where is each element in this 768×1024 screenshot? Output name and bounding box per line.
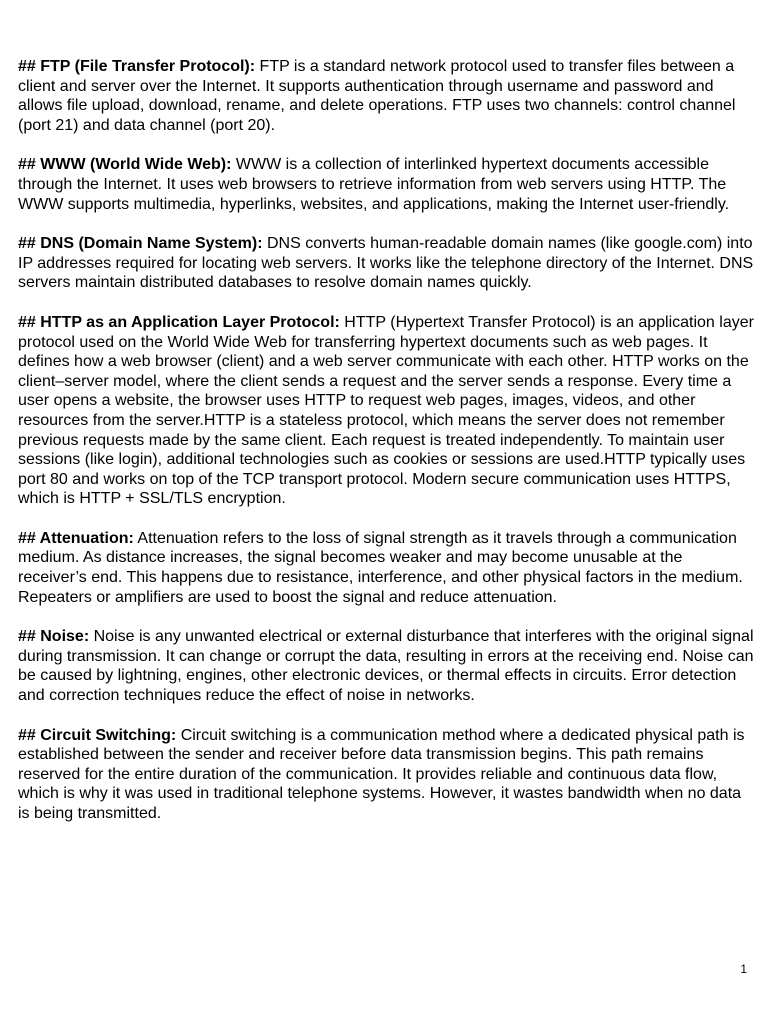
section-noise: [18, 627, 754, 705]
section-text: WWW is a collection of interlinked hypertext documents accessible through the Internet. It uses web browsers to retrieve information from web servers using HTTP. The WWW supports multimedia, hyperlinks, websites, and applications, making the Internet user-friendly.: [18, 156, 730, 213]
section-text: HTTP (Hypertext Transfer Protocol) is an application layer protocol used on the World Wide Web for transferring hypertext documents such as web pages. It defines how a web browser (client) and a web server communicate with each other. HTTP works on the client–server model, where the client sends a request and the server sends a response. Every time a user opens a website, the browser uses HTTP to request web pages, images, videos, and other resources from the server.HTTP is a stateless protocol, which means the server does not remember previous requests made by the same client. Each request is treated independently. To maintain user sessions (like login), additional technologies such as cookies or sessions are used.HTTP typically uses port 80 and works on top of the TCP transport protocol. Modern secure communication uses HTTPS, which is HTTP + SSL/TLS encryption.: [18, 313, 754, 508]
section-dns: [18, 234, 754, 293]
section-circuit-switching: [18, 726, 754, 824]
section-ftp: [18, 57, 754, 135]
section-heading: ## Attenuation:: [18, 529, 134, 547]
section-text: Circuit switching is a communication method where a dedicated physical path is established between the sender and receiver before data transmission begins. This path remains reserved for the entire duration of the communication. It provides reliable and continuous data flow, which is why it was used in traditional telephone systems. However, it wastes bandwidth when no data is being transmitted.: [18, 726, 745, 822]
page-number: 1: [740, 962, 747, 976]
section-text: DNS converts human-readable domain names (like google.com) into IP addresses required for locating web servers. It works like the telephone directory of the Internet. DNS servers maintain distributed databases to resolve domain names quickly.: [18, 235, 754, 292]
section-heading: ## HTTP as an Application Layer Protocol:: [18, 313, 340, 331]
section-text: Attenuation refers to the loss of signal strength as it travels through a communication medium. As distance increases, the signal becomes weaker and may become unusable at the receiver’s end. This happens due to resistance, interference, and other physical factors in the medium. Repeaters or amplifiers are used to boost the signal and reduce attenuation.: [18, 529, 743, 606]
section-http: [18, 313, 754, 509]
document-body: [18, 57, 754, 844]
section-heading: ## DNS (Domain Name System):: [18, 235, 263, 253]
section-www: [18, 155, 754, 214]
section-heading: ## WWW (World Wide Web):: [18, 156, 232, 174]
section-attenuation: [18, 529, 754, 607]
section-text: Noise is any unwanted electrical or external disturbance that interferes with the original signal during transmission. It can change or corrupt the data, resulting in errors at the receiving end. Noise can be caused by lightning, engines, other electronic devices, or thermal effects in circuits. Error detection and correction techniques reduce the effect of noise in networks.: [18, 628, 754, 705]
section-heading: ## FTP (File Transfer Protocol):: [18, 58, 256, 75]
section-heading: ## Circuit Switching:: [18, 726, 177, 744]
section-heading: ## Noise:: [18, 628, 90, 646]
section-text: FTP is a standard network protocol used to transfer files between a client and server over the Internet. It supports authentication through username and password and allows file upload, download, rename, and delete operations. FTP uses two channels: control channel (port 21) and data channel (port 20).: [18, 58, 736, 134]
